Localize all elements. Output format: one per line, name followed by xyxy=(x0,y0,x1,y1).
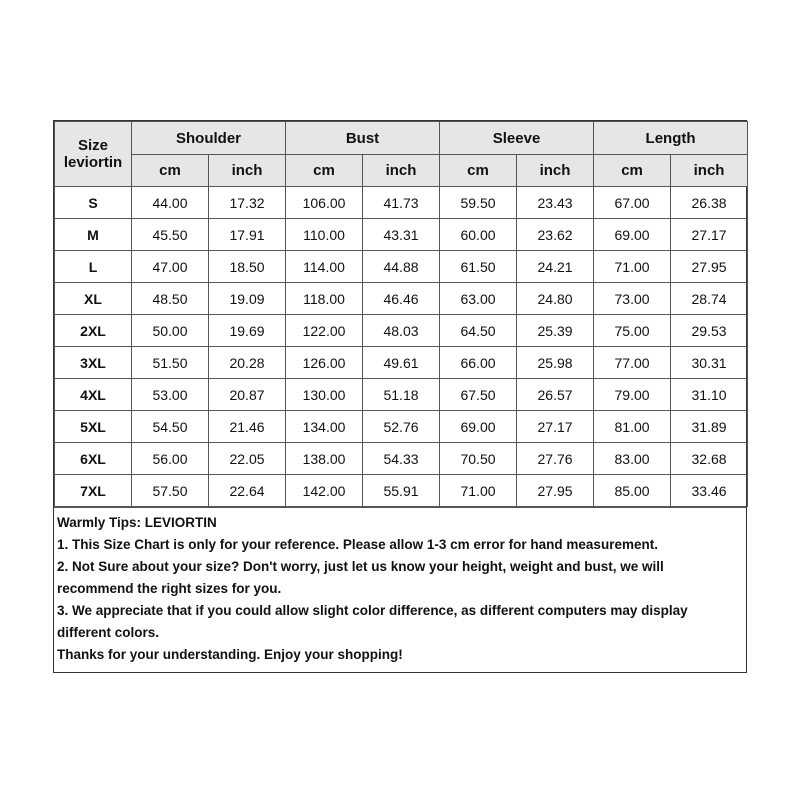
measurement-cell: 31.10 xyxy=(671,379,748,411)
measurement-cell: 24.80 xyxy=(517,283,594,315)
measurement-cell: 57.50 xyxy=(132,475,209,507)
table-row xyxy=(55,187,748,219)
measurement-cell: 110.00 xyxy=(286,219,363,251)
table-row xyxy=(55,251,748,283)
tip-3-line-b: different colors. xyxy=(57,625,160,640)
measurement-cell: 47.00 xyxy=(132,251,209,283)
measurement-cell: 23.62 xyxy=(517,219,594,251)
measurement-cell: 31.89 xyxy=(671,411,748,443)
unit-header: cm xyxy=(440,155,517,187)
table-row xyxy=(55,443,748,475)
measurement-cell: 25.39 xyxy=(517,315,594,347)
size-corner-brand: leviortin xyxy=(63,154,123,171)
measurement-cell: 64.50 xyxy=(440,315,517,347)
unit-header: inch xyxy=(363,155,440,187)
measurement-cell: 71.00 xyxy=(594,251,671,283)
measurement-cell: 28.74 xyxy=(671,283,748,315)
measurement-cell: 59.50 xyxy=(440,187,517,219)
measurement-cell: 29.53 xyxy=(671,315,748,347)
size-chart xyxy=(53,120,747,673)
table-row xyxy=(55,283,748,315)
measurement-cell: 77.00 xyxy=(594,347,671,379)
unit-header: cm xyxy=(286,155,363,187)
unit-header: cm xyxy=(132,155,209,187)
tip-2-line-a: 2. Not Sure about your size? Don't worry, just let us know your height, weight and bust, we will xyxy=(57,559,664,574)
unit-header: cm xyxy=(594,155,671,187)
measurement-cell: 26.38 xyxy=(671,187,748,219)
measurement-cell: 126.00 xyxy=(286,347,363,379)
header-row-units xyxy=(55,155,748,187)
size-cell: 7XL xyxy=(55,475,132,507)
measurement-cell: 83.00 xyxy=(594,443,671,475)
measurement-cell: 70.50 xyxy=(440,443,517,475)
measurement-cell: 17.32 xyxy=(209,187,286,219)
measurement-cell: 27.95 xyxy=(671,251,748,283)
unit-header: inch xyxy=(517,155,594,187)
measurement-cell: 61.50 xyxy=(440,251,517,283)
measurement-cell: 25.98 xyxy=(517,347,594,379)
unit-header: inch xyxy=(671,155,748,187)
measurement-cell: 18.50 xyxy=(209,251,286,283)
measurement-cell: 130.00 xyxy=(286,379,363,411)
size-cell: 6XL xyxy=(55,443,132,475)
measurement-cell: 138.00 xyxy=(286,443,363,475)
table-row xyxy=(55,347,748,379)
measurement-cell: 67.00 xyxy=(594,187,671,219)
table-body xyxy=(55,187,748,507)
measurement-cell: 48.03 xyxy=(363,315,440,347)
tip-3-line-a: 3. We appreciate that if you could allow slight color difference, as different computers may display xyxy=(57,603,688,618)
table-row xyxy=(55,219,748,251)
unit-header: inch xyxy=(209,155,286,187)
table-row xyxy=(55,315,748,347)
measurement-cell: 54.50 xyxy=(132,411,209,443)
measurement-cell: 73.00 xyxy=(594,283,671,315)
size-cell: 4XL xyxy=(55,379,132,411)
size-cell: S xyxy=(55,187,132,219)
size-cell: 3XL xyxy=(55,347,132,379)
measurement-cell: 51.18 xyxy=(363,379,440,411)
measurement-cell: 22.05 xyxy=(209,443,286,475)
measurement-cell: 134.00 xyxy=(286,411,363,443)
measurement-cell: 48.50 xyxy=(132,283,209,315)
size-corner-label: Size xyxy=(77,137,108,154)
measurement-cell: 122.00 xyxy=(286,315,363,347)
measurement-cell: 66.00 xyxy=(440,347,517,379)
measurement-cell: 43.31 xyxy=(363,219,440,251)
size-cell: L xyxy=(55,251,132,283)
measurement-cell: 49.61 xyxy=(363,347,440,379)
measurement-cell: 20.87 xyxy=(209,379,286,411)
measurement-cell: 30.31 xyxy=(671,347,748,379)
measurement-cell: 53.00 xyxy=(132,379,209,411)
measurement-cell: 50.00 xyxy=(132,315,209,347)
measurement-cell: 46.46 xyxy=(363,283,440,315)
measurement-cell: 60.00 xyxy=(440,219,517,251)
measurement-cell: 27.17 xyxy=(671,219,748,251)
measurement-cell: 44.00 xyxy=(132,187,209,219)
measurement-cell: 23.43 xyxy=(517,187,594,219)
measurement-cell: 45.50 xyxy=(132,219,209,251)
measurement-cell: 67.50 xyxy=(440,379,517,411)
tips-title: Warmly Tips: LEVIORTIN xyxy=(57,515,217,530)
measurement-cell: 54.33 xyxy=(363,443,440,475)
group-header-length: Length xyxy=(594,122,748,155)
measurement-cell: 51.50 xyxy=(132,347,209,379)
measurement-cell: 114.00 xyxy=(286,251,363,283)
measurement-cell: 55.91 xyxy=(363,475,440,507)
size-cell: 5XL xyxy=(55,411,132,443)
table-row xyxy=(55,411,748,443)
group-header-bust: Bust xyxy=(286,122,440,155)
measurement-cell: 41.73 xyxy=(363,187,440,219)
measurement-cell: 24.21 xyxy=(517,251,594,283)
size-cell: M xyxy=(55,219,132,251)
measurement-cell: 81.00 xyxy=(594,411,671,443)
measurement-cell: 56.00 xyxy=(132,443,209,475)
measurement-cell: 118.00 xyxy=(286,283,363,315)
measurement-cell: 26.57 xyxy=(517,379,594,411)
tip-1: 1. This Size Chart is only for your reference. Please allow 1-3 cm error for hand measurement. xyxy=(57,537,658,552)
group-header-shoulder: Shoulder xyxy=(132,122,286,155)
measurement-cell: 106.00 xyxy=(286,187,363,219)
measurement-cell: 33.46 xyxy=(671,475,748,507)
tips-section xyxy=(54,507,746,672)
size-table xyxy=(54,121,748,507)
header-row-groups xyxy=(55,122,748,155)
group-header-sleeve: Sleeve xyxy=(440,122,594,155)
measurement-cell: 79.00 xyxy=(594,379,671,411)
measurement-cell: 19.69 xyxy=(209,315,286,347)
measurement-cell: 85.00 xyxy=(594,475,671,507)
size-cell: 2XL xyxy=(55,315,132,347)
measurement-cell: 27.17 xyxy=(517,411,594,443)
measurement-cell: 27.95 xyxy=(517,475,594,507)
measurement-cell: 22.64 xyxy=(209,475,286,507)
measurement-cell: 52.76 xyxy=(363,411,440,443)
measurement-cell: 21.46 xyxy=(209,411,286,443)
measurement-cell: 142.00 xyxy=(286,475,363,507)
measurement-cell: 20.28 xyxy=(209,347,286,379)
measurement-cell: 19.09 xyxy=(209,283,286,315)
measurement-cell: 63.00 xyxy=(440,283,517,315)
tip-2-line-b: recommend the right sizes for you. xyxy=(57,581,282,596)
size-cell: XL xyxy=(55,283,132,315)
measurement-cell: 44.88 xyxy=(363,251,440,283)
table-row xyxy=(55,475,748,507)
measurement-cell: 75.00 xyxy=(594,315,671,347)
tips-closing: Thanks for your understanding. Enjoy your shopping! xyxy=(57,647,403,662)
size-corner-header xyxy=(55,122,132,187)
measurement-cell: 71.00 xyxy=(440,475,517,507)
measurement-cell: 32.68 xyxy=(671,443,748,475)
table-row xyxy=(55,379,748,411)
measurement-cell: 69.00 xyxy=(440,411,517,443)
measurement-cell: 69.00 xyxy=(594,219,671,251)
measurement-cell: 27.76 xyxy=(517,443,594,475)
measurement-cell: 17.91 xyxy=(209,219,286,251)
